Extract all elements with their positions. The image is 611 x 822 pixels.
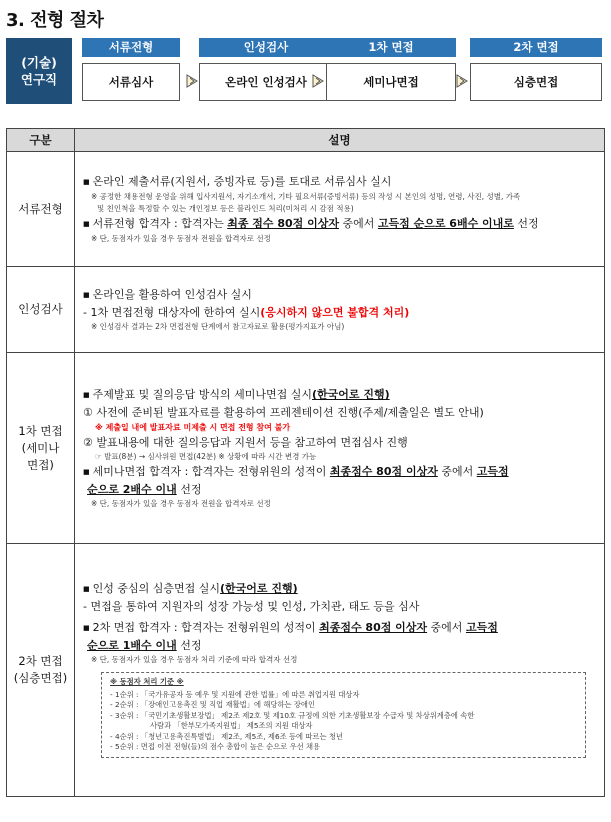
arrow-right-icon xyxy=(312,74,324,88)
desc-emphasis: 순으로 2배수 이내 xyxy=(87,483,177,496)
desc-note: ※ 단, 동점자가 있을 경우 동점자 전원을 합격자로 선정 xyxy=(91,499,271,508)
desc-note: 및 친인척을 특정할 수 있는 개인정보 등은 블라인드 처리(미처리 시 감점 적용) xyxy=(97,204,354,213)
tie-break-item: 사람과 「한부모가족지원법」 제5조의 지원 대상자 xyxy=(150,721,313,731)
row-description: ■ 온라인을 활용하여 인성검사 실시 - 1차 면접전형 대상자에 한하여 실시(응시하지 않으면 불합격 처리) ※ 인성검사 결과는 2차 면접전형 단계에서 참고자료로 활용(평가지표가 아님) xyxy=(75,267,605,353)
stage-header: 1차 면접 xyxy=(326,38,456,57)
stage-header: 서류전형 xyxy=(82,38,180,57)
desc-emphasis: 고득점 순으로 6배수 이내로 xyxy=(377,217,514,230)
stage-body: 온라인 인성검사 xyxy=(199,63,333,101)
desc-warning: ※ 제출일 내에 발표자료 미제출 시 면접 전형 참여 불가 xyxy=(95,423,291,432)
desc-emphasis: 최종점수 80점 이상자 xyxy=(329,465,438,478)
table-row xyxy=(7,544,605,797)
desc-note: ※ 인성검사 결과는 2차 면접전형 단계에서 참고자료로 활용(평가지표가 아님) xyxy=(91,322,345,331)
job-category-line: (기술) xyxy=(21,55,57,70)
desc-text: 세미나면접 합격자 : 합격자는 전형위원의 성적이 xyxy=(92,465,330,478)
job-category-line: 연구직 xyxy=(20,72,58,87)
desc-text: 주제발표 및 질의응답 방식의 세미나면접 실시 xyxy=(92,388,313,401)
row-label-line: 1차 면접 xyxy=(18,423,63,438)
desc-note: ※ 단, 동점자가 있을 경우 동점자 처리 기준에 따라 합격자 선정 xyxy=(91,655,298,665)
table-row xyxy=(7,353,605,544)
desc-text: 중에서 xyxy=(339,217,378,230)
stage-body: 세미나면접 xyxy=(326,63,456,101)
job-category-box xyxy=(6,38,72,104)
tie-break-item: - 1순위 : 「국가유공자 등 예우 및 지원에 관한 법률」에 따른 취업지원 대상자 xyxy=(110,689,360,699)
row-label-line: 면접) xyxy=(27,457,54,472)
desc-text: 중에서 xyxy=(427,621,466,635)
row-label: 서류전형 xyxy=(7,152,75,267)
desc-line: 온라인을 활용하여 인성검사 실시 xyxy=(92,288,252,301)
desc-emphasis: 고득점 xyxy=(465,621,498,635)
column-header: 구분 xyxy=(7,129,75,152)
procedure-table xyxy=(6,128,605,797)
table-row xyxy=(7,267,605,353)
tie-break-item: - 3순위 : 「국민기초생활보장법」 제2조 제2호 및 제10호 규정에 의한 기초생활보장 수급자 및 차상위계층에 속한 xyxy=(110,710,475,720)
desc-emphasis: (한국어로 진행) xyxy=(220,582,298,596)
desc-text: 서류전형 합격자 : 합격자는 xyxy=(92,217,228,230)
desc-note: ※ 단, 동점자가 있을 경우 동점자 전원을 합격자로 선정 xyxy=(91,234,271,243)
tie-break-item: - 4순위 : 「청년고용촉진특별법」 제2조, 제5조, 제6조 등에 따르는 청년 xyxy=(110,731,343,741)
stage-body: 심층면접 xyxy=(470,63,602,101)
arrow-right-icon xyxy=(456,74,468,88)
desc-text: 2차 면접 합격자 : 합격자는 전형위원의 성적이 xyxy=(92,621,320,635)
row-label-line: (세미나 xyxy=(21,440,60,455)
desc-text: - 1차 면접전형 대상자에 한하여 실시 xyxy=(83,306,261,319)
row-description: ■ 인성 중심의 심층면접 실시(한국어로 진행) - 면접을 통하여 지원자의 성장 가능성 및 인성, 가치관, 태도 등을 심사 ■ 2차 면접 합격자 : 합격자는 전형위원의 성적이 최종점수 80점 이상자 중에서 고득점 순으로 1배수 이내 선정 ※ 단, 동점자가 있을 경우 동점자 처리 기준에 따라 합격자 선정 ※ 동점자 처리 기준 ※ - 1순위 : 「국가유공자 등 예우 및 지원에 관한 법률」에 따른 취업지원 대상자 - 2순위 : 「장애인고용촉진 및 직업 재활법」에 해당하는 장애인 - 3순위 : 「국민기초생활보장법」 제2조 제2호 및 제10호 규정에 의한 기초생활보장 수급자 및 차상위계층에 속한 사람과 「한부모가족지원법」 제5조의 지원 대상자 - 4순위 : 「청년고용촉진특별법」 제2조, 제5조, 제6조 등에 따르는 청년 - 5순위 : 면접 이전 전형(들)의 점수 총합이 높은 순으로 우선 채용 xyxy=(75,544,605,797)
desc-line: ② 발표내용에 대한 질의응답과 지원서 등을 참고하여 면접심사 진행 xyxy=(83,436,408,449)
desc-emphasis: 순으로 1배수 이내 xyxy=(87,639,177,653)
row-description: ■ 주제발표 및 질의응답 방식의 세미나면접 실시(한국어로 진행) ① 사전에 준비된 발표자료를 활용하여 프레젠테이션 진행(주제/제출일은 별도 안내) ※ 제출일 내에 발표자료 미제출 시 면접 전형 참여 불가 ② 발표내용에 대한 질의응답과 지원서 등을 참고하여 면접심사 진행 ☞ 발표(8분) → 심사위원 면접(42분) ※ 상황에 따라 시간 변경 가능 ■ 세미나면접 합격자 : 합격자는 전형위원의 성적이 최종점수 80점 이상자 중에서 고득점 순으로 2배수 이내 선정 ※ 단, 동점자가 있을 경우 동점자 전원을 합격자로 선정 xyxy=(75,353,605,544)
desc-text: 선정 xyxy=(176,483,202,496)
stage-document xyxy=(82,38,180,104)
row-label: 인성검사 xyxy=(7,267,75,353)
row-label-line: (심층면접) xyxy=(13,671,68,685)
arrow-right-icon xyxy=(186,74,198,88)
tie-break-item: - 5순위 : 면접 이전 전형(들)의 점수 총합이 높은 순으로 우선 채용 xyxy=(110,742,321,752)
desc-text: 중에서 xyxy=(437,465,477,478)
desc-emphasis: 고득점 xyxy=(476,465,509,478)
desc-emphasis: (한국어로 진행) xyxy=(312,388,390,401)
tie-break-criteria-box xyxy=(101,672,586,758)
desc-warning: (응시하지 않으면 불합격 처리) xyxy=(260,306,410,319)
stage-aptitude xyxy=(199,38,333,104)
row-label xyxy=(7,544,75,797)
tie-break-item: - 2순위 : 「장애인고용촉진 및 직업 재활법」에 해당하는 장애인 xyxy=(110,700,316,710)
tie-break-title: ※ 동점자 처리 기준 ※ xyxy=(110,677,184,687)
row-label xyxy=(7,353,75,544)
table-row xyxy=(7,152,605,267)
desc-text: 선정 xyxy=(513,217,539,230)
desc-line: 온라인 제출서류(지원서, 증빙자료 등)를 토대로 서류심사 실시 xyxy=(92,175,392,188)
stage-header: 인성검사 xyxy=(199,38,333,57)
column-header: 설명 xyxy=(75,129,605,152)
stage-body: 서류심사 xyxy=(82,63,180,101)
stage-first-interview xyxy=(326,38,456,104)
desc-note: ☞ 발표(8분) → 심사위원 면접(42분) ※ 상황에 따라 시간 변경 가능 xyxy=(95,452,317,461)
stage-header: 2차 면접 xyxy=(470,38,602,57)
desc-emphasis: 최종 점수 80점 이상자 xyxy=(227,217,340,230)
desc-text: 인성 중심의 심층면접 실시 xyxy=(92,582,220,596)
section-title: 3. 전형 절차 xyxy=(6,10,104,31)
table-header-row xyxy=(7,129,605,152)
stage-second-interview xyxy=(470,38,602,104)
process-flow xyxy=(6,38,604,106)
row-description: ■ 온라인 제출서류(지원서, 증빙자료 등)를 토대로 서류심사 실시 ※ 공정한 채용전형 운영을 위해 입사지원서, 자기소개서, 기타 필요서류(증빙서류) 등의 작성 시 본인의 성명, 연령, 사진, 성별, 가족 및 친인척을 특정할 수 있는 개인정보 등은 블라인드 처리(미처리 시 감점 적용) ■ 서류전형 합격자 : 합격자는 최종 점수 80점 이상자 중에서 고득점 순으로 6배수 이내로 선정 ※ 단, 동점자가 있을 경우 동점자 전원을 합격자로 선정 xyxy=(75,152,605,267)
row-label-line: 2차 면접 xyxy=(18,654,63,668)
desc-note: ※ 공정한 채용전형 운영을 위해 입사지원서, 자기소개서, 기타 필요서류(증빙서류) 등의 작성 시 본인의 성명, 연령, 사진, 성별, 가족 xyxy=(91,192,521,201)
desc-text: 선정 xyxy=(176,639,202,653)
desc-emphasis: 최종점수 80점 이상자 xyxy=(319,621,428,635)
desc-line: ① 사전에 준비된 발표자료를 활용하여 프레젠테이션 진행(주제/제출일은 별도 안내) xyxy=(83,406,484,419)
desc-line: - 면접을 통하여 지원자의 성장 가능성 및 인성, 가치관, 태도 등을 심사 xyxy=(83,600,420,614)
